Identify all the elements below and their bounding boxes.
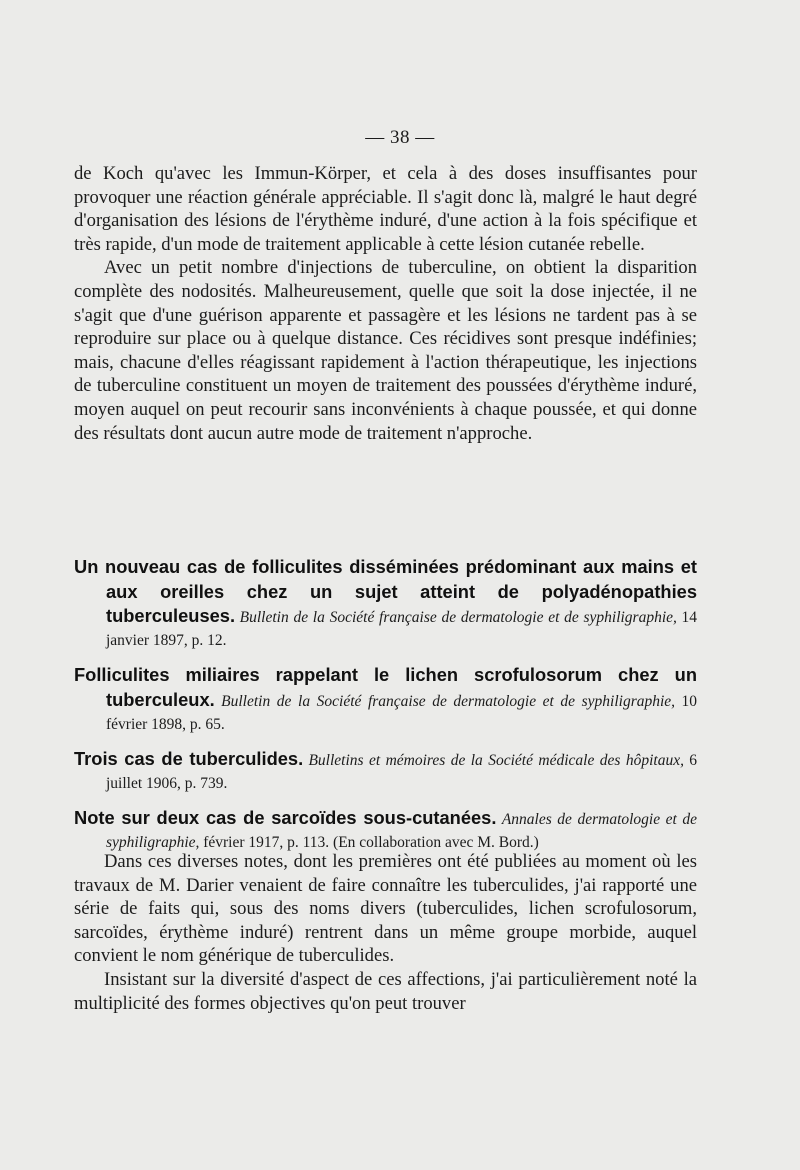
intro-text <box>74 162 697 445</box>
entry-details: février 1917, p. 113. (En collaboration avec M. Bord.) <box>203 833 539 851</box>
bibliography-list <box>74 556 697 855</box>
entry-reference: Bulletins et mémoires de la Société médicale des hôpitaux, <box>308 752 684 770</box>
paragraph: Avec un petit nombre d'injections de tuberculine, on obtient la disparition complète des nodosités. Malheureusement, quelle que soit la dose injectée, il ne s'agit que d'une guérison apparente et passagère et les lésions ne tardent pas à se reproduire sur place ou à quelque distance. Ces récidives sont presque indéfinies; mais, chacune d'elles réagissant rapidement à l'action thérapeutique, les injections de tuberculine constituent un moyen de traitement des poussées d'érythème induré, moyen auquel on peut recourir sans inconvénients à chaque poussée, et qui donne des résultats dont aucun autre mode de traitement n'approche. <box>74 257 697 444</box>
paragraph: Dans ces diverses notes, dont les premières ont été publiées au moment où les travaux de M. Darier venaient de faire connaître les tuberculides, j'ai rapporté une série de faits qui, sous des noms divers (tuberculides, lichen scrofulosorum, sarcoïdes, érythème induré) rentrent dans un même groupe morbide, auquel convient le nom générique de tuberculides. <box>74 851 697 967</box>
entry-title: Folliculites miliaires rappelant le lichen scrofulosorum chez un tuberculeux. <box>74 664 697 710</box>
entry-title: Un nouveau cas de folliculites disséminées prédominant aux mains et aux oreilles chez un sujet atteint de polyadénopathies tuberculeuses. <box>74 556 697 627</box>
entry-reference: Annales de dermatologie et de syphiligraphie, <box>106 811 697 851</box>
bibliography-entry <box>74 664 697 736</box>
entry-details: 10 février 1898, p. 65. <box>106 692 697 733</box>
page-number: — 38 — <box>365 127 435 148</box>
entry-reference: Bulletin de la Société française de dermatologie et de syphiligraphie, <box>239 609 677 627</box>
bibliography-entry <box>74 807 697 854</box>
entry-title: Note sur deux cas de sarcoïdes sous-cutanées. <box>74 807 497 829</box>
entry-reference: Bulletin de la Société française de dermatologie et de syphiligraphie, <box>221 692 676 710</box>
entry-details: 6 juillet 1906, p. 739. <box>106 752 697 792</box>
entry-title: Trois cas de tuberculides. <box>74 748 304 770</box>
entry-details: 14 janvier 1897, p. 12. <box>106 609 698 649</box>
bibliography-entry <box>74 748 697 795</box>
paragraph: Insistant sur la diversité d'aspect de ces affections, j'ai particulièrement noté la multiplicité des formes objectives qu'on peut trouver <box>74 968 697 1014</box>
paragraph: de Koch qu'avec les Immun-Körper, et cela à des doses insuffisantes pour provoquer une réaction générale appréciable. Il s'agit donc là, malgré le haut degré d'organisation des lésions de l'érythème induré, d'une action à la fois spécifique et très rapide, d'un mode de traitement applicable à cette lésion cutanée rebelle. <box>74 163 697 255</box>
bibliography-entry <box>74 556 697 652</box>
closing-text <box>74 850 697 1015</box>
